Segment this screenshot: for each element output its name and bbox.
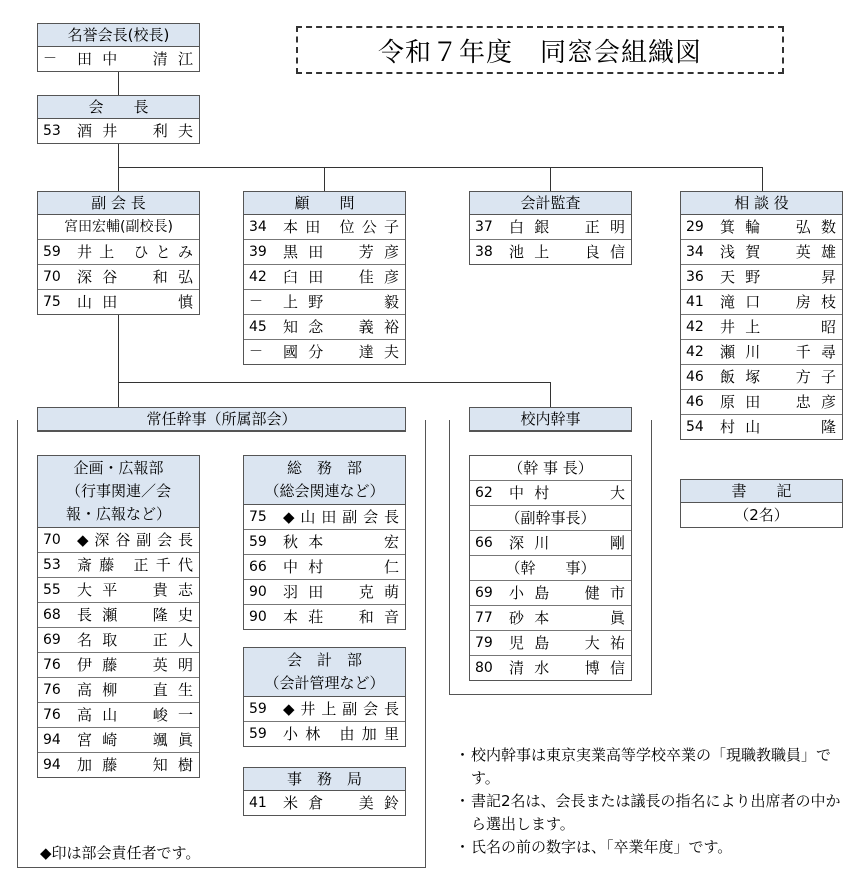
member-name: 箕輪 弘数 — [720, 218, 836, 236]
member-name: 斎藤 正千代 — [77, 556, 193, 574]
member-year: 76 — [43, 682, 61, 698]
school-directors-box — [469, 455, 632, 681]
member-name: 瀬川 千尋 — [720, 343, 836, 361]
member-name: 深川 剛 — [509, 534, 625, 552]
member-row — [244, 290, 405, 315]
general-affairs-header — [244, 456, 405, 505]
member-year: 38 — [475, 244, 493, 260]
member-row — [470, 606, 631, 631]
member-row — [244, 215, 405, 240]
connector-top-bus — [118, 167, 763, 168]
member-name: 伊藤 英明 — [77, 656, 193, 674]
member-year: 41 — [249, 795, 267, 811]
member-name: 池上 良信 — [509, 243, 625, 261]
member-name: 深谷 和弘 — [77, 268, 193, 286]
member-year: 76 — [43, 657, 61, 673]
member-row — [38, 119, 199, 143]
member-name: 浅賀 英雄 — [720, 243, 836, 261]
member-year: 34 — [249, 219, 267, 235]
office-header: 事 務 局 — [244, 768, 405, 791]
member-year: 79 — [475, 635, 493, 651]
school-directors-header-box — [469, 407, 632, 432]
standing-directors-header: 常任幹事（所属部会） — [38, 408, 405, 431]
member-name: 秋本 宏 — [283, 533, 399, 551]
member-name: 米倉 美鈴 — [283, 794, 399, 812]
member-name: 天野 昇 — [720, 268, 836, 286]
role-label-row — [470, 456, 631, 481]
note-text: 氏名の前の数字は、「卒業年度」です。 — [471, 838, 733, 856]
member-row — [681, 340, 842, 365]
connector-advisors — [324, 167, 325, 191]
member-row — [681, 390, 842, 415]
auditors-box — [469, 191, 632, 265]
member-year: 70 — [43, 532, 61, 548]
member-row — [244, 265, 405, 290]
member-year: 53 — [43, 123, 61, 139]
legend-note: ◆印は部会責任者です。 — [40, 844, 201, 862]
connector-honorary-president — [118, 71, 119, 95]
member-name: 田中 清江 — [77, 50, 193, 68]
consultants-box — [680, 191, 843, 440]
member-name: 名取 正人 — [77, 631, 193, 649]
connector-school — [550, 382, 551, 407]
member-row — [38, 290, 199, 314]
member-year: 55 — [43, 582, 61, 598]
member-name: 國分 達夫 — [283, 343, 399, 361]
member-name: 小林 由加里 — [283, 725, 399, 743]
member-row — [244, 315, 405, 340]
role-label-row — [470, 506, 631, 531]
member-name: 児島 大祐 — [509, 634, 625, 652]
member-year: － — [249, 294, 263, 310]
consultants-header: 相 談 役 — [681, 192, 842, 215]
advisors-box — [243, 191, 406, 365]
role-label: （副幹事長） — [505, 509, 596, 527]
accounting-box — [243, 647, 406, 747]
bullet-icon: ・ — [455, 792, 471, 810]
member-row — [681, 365, 842, 390]
member-name: 宮崎 颯眞 — [77, 731, 193, 749]
vice-president-box — [37, 191, 200, 315]
member-name: 山田 慎 — [77, 293, 193, 311]
bullet-icon: ・ — [455, 838, 471, 856]
member-row — [681, 415, 842, 439]
role-label-row — [470, 556, 631, 581]
member-row — [470, 481, 631, 506]
member-row — [38, 240, 199, 265]
member-name: 酒井 利夫 — [77, 122, 193, 140]
connector-vice — [118, 167, 119, 191]
member-name: 上野 毅 — [283, 293, 399, 311]
member-name: 加藤 知樹 — [77, 756, 193, 774]
header-line: 総 務 部 — [286, 459, 362, 477]
member-year: 42 — [686, 344, 704, 360]
member-row — [470, 631, 631, 656]
role-label: （幹 事） — [505, 559, 596, 577]
member-year: 59 — [249, 534, 267, 550]
member-year: 29 — [686, 219, 704, 235]
member-row — [38, 678, 199, 703]
member-row — [38, 265, 199, 290]
header-line: 企画・広報部 — [73, 459, 164, 477]
member-name: 村山 隆 — [720, 418, 836, 436]
member-year: 94 — [43, 757, 61, 773]
role-label: （幹 事 長） — [508, 459, 593, 477]
member-name: 飯塚 方子 — [720, 368, 836, 386]
member-name: 井上 昭 — [720, 318, 836, 336]
member-year: 41 — [686, 294, 704, 310]
member-year: 42 — [249, 269, 267, 285]
member-row — [470, 531, 631, 556]
member-year: 53 — [43, 557, 61, 573]
member-name: 清水 博信 — [509, 659, 625, 677]
member-row — [244, 530, 405, 555]
member-row — [244, 605, 405, 629]
member-name: 原田 忠彦 — [720, 393, 836, 411]
member-year: 39 — [249, 244, 267, 260]
header-line: （総会関連など） — [264, 482, 385, 500]
member-year: 46 — [686, 394, 704, 410]
member-row — [681, 290, 842, 315]
member-row — [244, 505, 405, 530]
member-year: 54 — [686, 419, 704, 435]
member-row — [38, 753, 199, 777]
honorary-president-box — [37, 23, 200, 72]
member-year: 45 — [249, 319, 267, 335]
member-name: 滝口 房枝 — [720, 293, 836, 311]
member-year: － — [249, 344, 263, 360]
secretary-header: 書 記 — [681, 480, 842, 503]
member-year: 69 — [43, 632, 61, 648]
office-box — [243, 767, 406, 816]
member-year: 68 — [43, 607, 61, 623]
honorary-president-header: 名誉会長(校長) — [38, 24, 199, 47]
member-year: 59 — [43, 244, 61, 260]
connector-vice-down — [118, 311, 119, 407]
secretary-count: （2名） — [734, 506, 789, 524]
member-row — [470, 581, 631, 606]
bullet-icon: ・ — [455, 746, 471, 764]
member-year: 70 — [43, 269, 61, 285]
member-year: 76 — [43, 707, 61, 723]
member-row — [244, 555, 405, 580]
advisors-header: 顧 問 — [244, 192, 405, 215]
member-row — [38, 578, 199, 603]
member-row — [681, 215, 842, 240]
member-year: － — [43, 51, 57, 67]
member-name: 小島 健市 — [509, 584, 625, 602]
member-name: 砂本 眞 — [509, 609, 625, 627]
member-row — [38, 703, 199, 728]
member-row — [244, 697, 405, 722]
member-row — [38, 215, 199, 240]
member-row — [38, 553, 199, 578]
member-name: 中村 大 — [509, 484, 625, 502]
member-name: 大平 貴志 — [77, 581, 193, 599]
header-line: （行事関連／会 — [65, 482, 171, 500]
header-line: 報・広報など） — [65, 505, 171, 523]
member-year: 66 — [249, 559, 267, 575]
member-year: 90 — [249, 584, 267, 600]
school-directors-header: 校内幹事 — [470, 408, 631, 431]
member-name: ◆山田副会長 — [283, 508, 399, 526]
member-name: 高山 峻一 — [77, 706, 193, 724]
member-row — [244, 791, 405, 815]
member-row — [38, 728, 199, 753]
diagram-title: 令和７年度 同窓会組織図 — [296, 26, 784, 74]
member-year: 75 — [249, 509, 267, 525]
header-line: （会計管理など） — [264, 674, 385, 692]
member-name: 黒田 芳彦 — [283, 243, 399, 261]
auditors-header: 会計監査 — [470, 192, 631, 215]
member-row — [244, 240, 405, 265]
member-year: 59 — [249, 726, 267, 742]
note-item — [455, 744, 845, 790]
member-name: 本田 位公子 — [283, 218, 399, 236]
member-row — [244, 722, 405, 746]
member-year: 46 — [686, 369, 704, 385]
member-row — [38, 653, 199, 678]
member-name: 宮田宏輔(副校長) — [64, 219, 173, 235]
planning-pr-header — [38, 456, 199, 528]
member-row — [244, 580, 405, 605]
member-row — [681, 265, 842, 290]
member-name: 中村 仁 — [283, 558, 399, 576]
note-text: 書記2名は、会長または議長の指名により出席者の中から選出します。 — [471, 792, 841, 833]
member-row — [681, 315, 842, 340]
connector-president-trunk — [118, 143, 119, 167]
member-year: 66 — [475, 535, 493, 551]
member-year: 42 — [686, 319, 704, 335]
note-item — [455, 790, 845, 836]
member-row — [470, 240, 631, 264]
member-year: 77 — [475, 610, 493, 626]
member-year: 34 — [686, 244, 704, 260]
member-year: 59 — [249, 701, 267, 717]
member-year: 62 — [475, 485, 493, 501]
member-year: 69 — [475, 585, 493, 601]
member-year: 94 — [43, 732, 61, 748]
member-name: 白銀 正明 — [509, 218, 625, 236]
member-row — [470, 656, 631, 680]
member-year: 37 — [475, 219, 493, 235]
connector-auditors — [550, 167, 551, 191]
member-year: 75 — [43, 294, 61, 310]
member-name: 長瀬 隆史 — [77, 606, 193, 624]
standing-directors-header-box — [37, 407, 406, 432]
member-name: ◆井上副会長 — [283, 700, 399, 718]
vice-president-header: 副 会 長 — [38, 192, 199, 215]
secretary-box — [680, 479, 843, 528]
member-row — [244, 340, 405, 364]
member-row — [38, 628, 199, 653]
member-row — [38, 603, 199, 628]
member-row — [38, 528, 199, 553]
member-name: 羽田 克萌 — [283, 583, 399, 601]
member-name: 井上 ひとみ — [77, 243, 193, 261]
header-line: 会 計 部 — [286, 651, 362, 669]
president-header: 会 長 — [38, 96, 199, 119]
connector-lower-bus — [118, 382, 551, 383]
secretary-row — [681, 503, 842, 527]
note-text: 校内幹事は東京実業高等学校卒業の「現職教職員」です。 — [471, 746, 832, 787]
general-affairs-box — [243, 455, 406, 630]
member-name: 本荘 和音 — [283, 608, 399, 626]
member-year: 36 — [686, 269, 704, 285]
member-name: ◆深谷副会長 — [77, 531, 193, 549]
member-year: 90 — [249, 609, 267, 625]
member-row — [470, 215, 631, 240]
notes — [455, 744, 845, 859]
accounting-header — [244, 648, 405, 697]
member-row — [38, 47, 199, 71]
member-name: 臼田 佳彦 — [283, 268, 399, 286]
member-row — [681, 240, 842, 265]
note-item — [455, 836, 845, 859]
member-name: 知念 義裕 — [283, 318, 399, 336]
member-name: 高柳 直生 — [77, 681, 193, 699]
connector-consultants — [762, 167, 763, 191]
president-box — [37, 95, 200, 144]
planning-pr-box — [37, 455, 200, 778]
member-year: 80 — [475, 660, 493, 676]
